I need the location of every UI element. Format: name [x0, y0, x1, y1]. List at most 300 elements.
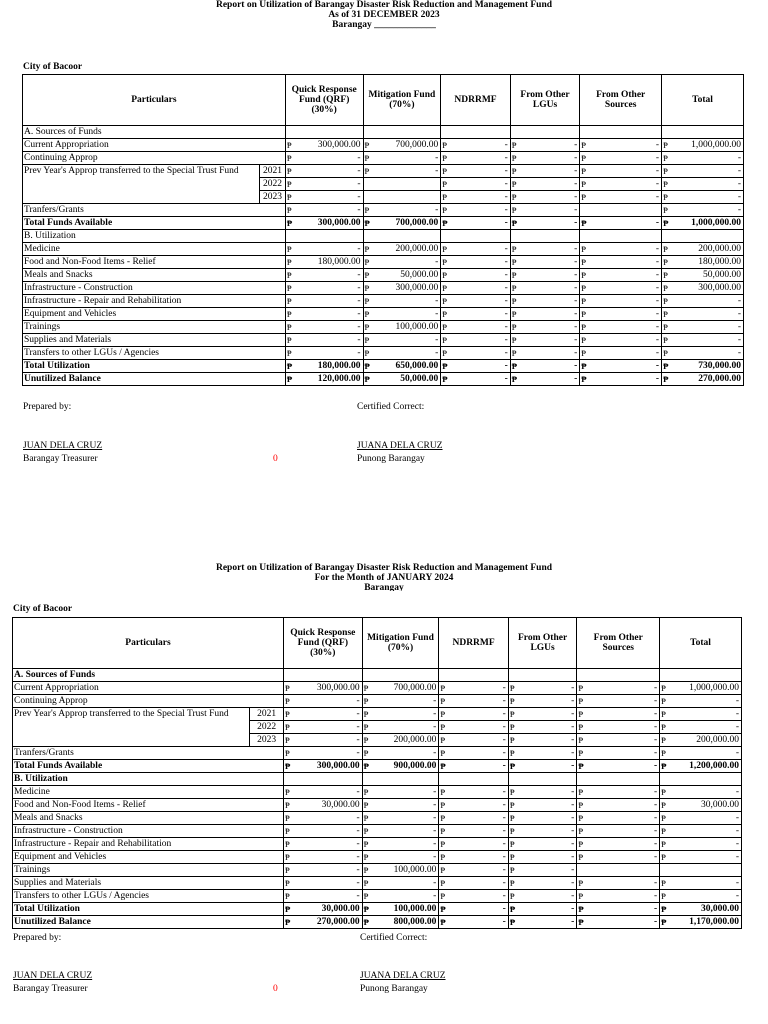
amount-cell: -	[449, 708, 508, 721]
amount-cell: 180,000.00	[296, 360, 363, 373]
peso-sign: ₱	[580, 282, 590, 295]
peso-cell	[362, 773, 372, 786]
peso-sign: ₱	[439, 916, 449, 929]
amount-cell: 50,000.00	[373, 269, 441, 282]
amount-cell	[587, 864, 660, 877]
amount-cell: 1,000,000.00	[672, 217, 744, 230]
amount-cell: -	[670, 721, 742, 734]
peso-sign: ₱	[439, 721, 449, 734]
peso-sign: ₱	[439, 851, 449, 864]
peso-sign: ₱	[510, 256, 520, 269]
row-label: Infrastructure - Construction	[13, 825, 284, 838]
peso-sign: ₱	[508, 747, 518, 760]
amount-cell: 800,000.00	[372, 916, 438, 929]
peso-sign: ₱	[283, 695, 293, 708]
amount-cell: 650,000.00	[373, 360, 441, 373]
header-cell: Total	[660, 618, 742, 669]
amount-cell: -	[449, 890, 508, 903]
amount-cell: -	[590, 373, 662, 386]
peso-sign: ₱	[580, 191, 590, 204]
table-row	[23, 230, 744, 243]
peso-sign: ₱	[283, 851, 293, 864]
peso-sign: ₱	[577, 825, 587, 838]
row-label: Trainings	[23, 321, 286, 334]
amount-cell: 200,000.00	[672, 243, 744, 256]
peso-sign: ₱	[577, 903, 587, 916]
amount-cell: -	[520, 282, 579, 295]
peso-cell	[363, 126, 373, 139]
peso-sign: ₱	[508, 812, 518, 825]
peso-sign: ₱	[441, 191, 451, 204]
peso-sign: ₱	[439, 838, 449, 851]
peso-sign: ₱	[580, 295, 590, 308]
peso-sign: ₱	[577, 708, 587, 721]
amount-cell	[449, 773, 508, 786]
report-table-1	[22, 74, 744, 386]
peso-sign: ₱	[577, 799, 587, 812]
peso-sign: ₱	[660, 786, 670, 799]
peso-sign: ₱	[285, 321, 295, 334]
amount-cell: -	[449, 799, 508, 812]
row-label	[13, 734, 250, 747]
amount-cell: -	[451, 152, 510, 165]
year-cell: 2023	[260, 191, 286, 204]
amount-cell: -	[373, 334, 441, 347]
amount-cell: -	[449, 734, 508, 747]
amount-cell: 30,000.00	[670, 903, 742, 916]
amount-cell: 1,000,000.00	[670, 682, 742, 695]
amount-cell: -	[670, 877, 742, 890]
amount-cell: -	[372, 825, 438, 838]
peso-sign: ₱	[283, 812, 293, 825]
amount-cell: -	[520, 256, 579, 269]
row-label: Current Appropriation	[23, 139, 286, 152]
peso-sign: ₱	[662, 295, 672, 308]
amount-cell: -	[294, 864, 362, 877]
peso-sign: ₱	[285, 139, 295, 152]
amount-cell: -	[587, 812, 660, 825]
row-label: Transfers to other LGUs / Agencies	[13, 890, 284, 903]
peso-sign: ₱	[363, 308, 373, 321]
peso-sign: ₱	[508, 760, 518, 773]
header-cell: From Other Sources	[580, 75, 662, 126]
report-title-1	[0, 0, 768, 30]
amount-cell: -	[590, 191, 662, 204]
amount-cell: -	[587, 890, 660, 903]
year-cell: 2021	[250, 708, 284, 721]
amount-cell: -	[449, 864, 508, 877]
table-row	[23, 334, 744, 347]
row-label: Infrastructure - Repair and Rehabilitation	[23, 295, 286, 308]
peso-sign: ₱	[662, 282, 672, 295]
row-label: Equipment and Vehicles	[13, 851, 284, 864]
peso-sign: ₱	[363, 334, 373, 347]
table-row	[13, 747, 742, 760]
amount-cell: 1,200,000.00	[670, 760, 742, 773]
peso-sign: ₱	[441, 295, 451, 308]
peso-cell	[577, 669, 587, 682]
peso-sign: ₱	[441, 204, 451, 217]
row-label: Equipment and Vehicles	[23, 308, 286, 321]
amount-cell: -	[294, 838, 362, 851]
peso-sign: ₱	[362, 851, 372, 864]
amount-cell: -	[520, 152, 579, 165]
peso-sign: ₱	[362, 786, 372, 799]
peso-sign: ₱	[580, 256, 590, 269]
amount-cell: -	[520, 308, 579, 321]
amount-cell: 270,000.00	[294, 916, 362, 929]
row-label: B. Utilization	[23, 230, 286, 243]
amount-cell: -	[451, 308, 510, 321]
table-row	[23, 126, 744, 139]
header-cell: From Other LGUs	[508, 618, 576, 669]
table-row	[23, 243, 744, 256]
amount-cell: -	[519, 682, 577, 695]
peso-cell	[577, 773, 587, 786]
peso-sign: ₱	[508, 916, 518, 929]
peso-sign: ₱	[508, 799, 518, 812]
amount-cell: -	[590, 334, 662, 347]
peso-sign: ₱	[283, 838, 293, 851]
peso-cell	[508, 669, 518, 682]
peso-sign: ₱	[660, 695, 670, 708]
peso-sign: ₱	[439, 695, 449, 708]
amount-cell: 270,000.00	[672, 373, 744, 386]
table-row	[13, 851, 742, 864]
amount-cell: -	[451, 334, 510, 347]
row-label	[23, 191, 260, 204]
peso-sign: ₱	[285, 373, 295, 386]
amount-cell: -	[372, 851, 438, 864]
amount-cell: -	[296, 243, 363, 256]
peso-sign: ₱	[362, 734, 372, 747]
peso-cell	[439, 669, 449, 682]
amount-cell: -	[294, 890, 362, 903]
peso-sign: ₱	[577, 877, 587, 890]
amount-cell: -	[294, 708, 362, 721]
prepared-by-label: Prepared by:	[23, 402, 72, 412]
peso-sign: ₱	[441, 165, 451, 178]
amount-cell: 30,000.00	[670, 799, 742, 812]
header-cell: Mitigation Fund (70%)	[363, 75, 441, 126]
row-label: Unutilized Balance	[13, 916, 284, 929]
amount-cell: -	[587, 734, 660, 747]
peso-sign: ₱	[662, 165, 672, 178]
peso-sign: ₱	[660, 708, 670, 721]
peso-cell	[660, 773, 670, 786]
amount-cell: -	[372, 695, 438, 708]
peso-sign: ₱	[662, 334, 672, 347]
peso-sign: ₱	[283, 760, 293, 773]
row-label: B. Utilization	[13, 773, 284, 786]
amount-cell: -	[296, 204, 363, 217]
peso-sign: ₱	[283, 916, 293, 929]
peso-cell	[580, 230, 590, 243]
row-label: Unutilized Balance	[23, 373, 286, 386]
peso-sign: ₱	[439, 747, 449, 760]
amount-cell: -	[294, 734, 362, 747]
amount-cell: -	[587, 916, 660, 929]
peso-sign: ₱	[285, 191, 295, 204]
table-row	[23, 360, 744, 373]
row-label: Supplies and Materials	[13, 877, 284, 890]
peso-sign: ₱	[577, 682, 587, 695]
amount-cell: -	[520, 269, 579, 282]
amount-cell: -	[590, 347, 662, 360]
peso-cell	[441, 230, 451, 243]
amount-cell: -	[449, 682, 508, 695]
amount-cell	[372, 773, 438, 786]
peso-sign: ₱	[580, 334, 590, 347]
peso-cell	[285, 126, 295, 139]
amount-cell	[587, 669, 660, 682]
amount-cell: -	[296, 308, 363, 321]
peso-cell	[660, 864, 670, 877]
table-row	[23, 256, 744, 269]
amount-cell	[373, 178, 441, 191]
amount-cell: -	[670, 890, 742, 903]
amount-cell: -	[372, 812, 438, 825]
amount-cell: -	[520, 178, 579, 191]
amount-cell: -	[519, 864, 577, 877]
table-row	[23, 347, 744, 360]
header-cell: NDRRMF	[439, 618, 509, 669]
header-cell: Particulars	[13, 618, 284, 669]
amount-cell: -	[296, 295, 363, 308]
amount-cell: -	[587, 695, 660, 708]
peso-cell	[580, 126, 590, 139]
peso-sign: ₱	[283, 864, 293, 877]
table-row	[13, 708, 742, 721]
peso-cell	[363, 191, 373, 204]
table-row	[13, 760, 742, 773]
peso-sign: ₱	[285, 165, 295, 178]
peso-sign: ₱	[363, 321, 373, 334]
peso-sign: ₱	[660, 721, 670, 734]
row-label	[13, 721, 250, 734]
row-label: Prev Year's Approp transferred to the Special Trust Fund	[13, 708, 250, 721]
amount-cell	[451, 126, 510, 139]
amount-cell: -	[520, 217, 579, 230]
amount-cell: -	[590, 308, 662, 321]
amount-cell: -	[519, 825, 577, 838]
red-zero-value: 0	[273, 454, 278, 464]
amount-cell: 50,000.00	[373, 373, 441, 386]
certifier-title: Punong Barangay	[360, 984, 428, 994]
amount-cell: -	[519, 695, 577, 708]
amount-cell: -	[451, 191, 510, 204]
amount-cell: -	[519, 851, 577, 864]
peso-sign: ₱	[580, 139, 590, 152]
peso-sign: ₱	[285, 243, 295, 256]
peso-sign: ₱	[362, 747, 372, 760]
row-label: Continuing Approp	[13, 695, 284, 708]
peso-cell	[660, 669, 670, 682]
peso-sign: ₱	[362, 708, 372, 721]
table-row	[13, 890, 742, 903]
amount-cell: -	[449, 903, 508, 916]
peso-sign: ₱	[362, 864, 372, 877]
table-row	[13, 877, 742, 890]
title-line: Report on Utilization of Barangay Disaster Risk Reduction and Management Fund	[215, 0, 553, 10]
header-cell: Particulars	[23, 75, 286, 126]
peso-sign: ₱	[441, 334, 451, 347]
peso-sign: ₱	[363, 204, 373, 217]
amount-cell: 300,000.00	[296, 217, 363, 230]
table-row	[23, 191, 744, 204]
amount-cell: 100,000.00	[372, 864, 438, 877]
amount-cell: -	[587, 682, 660, 695]
table-row	[23, 217, 744, 230]
row-label: Meals and Snacks	[13, 812, 284, 825]
peso-sign: ₱	[660, 916, 670, 929]
amount-cell: -	[373, 165, 441, 178]
amount-cell: 1,170,000.00	[670, 916, 742, 929]
amount-cell: 100,000.00	[373, 321, 441, 334]
peso-sign: ₱	[660, 838, 670, 851]
peso-sign: ₱	[660, 890, 670, 903]
amount-cell: -	[670, 851, 742, 864]
peso-sign: ₱	[577, 786, 587, 799]
header-cell: From Other LGUs	[510, 75, 580, 126]
amount-cell	[670, 669, 742, 682]
certified-correct-label: Certified Correct:	[357, 402, 425, 412]
amount-cell: 120,000.00	[296, 373, 363, 386]
amount-cell	[451, 230, 510, 243]
peso-sign: ₱	[508, 721, 518, 734]
row-label: Medicine	[23, 243, 286, 256]
amount-cell: -	[296, 191, 363, 204]
peso-sign: ₱	[439, 760, 449, 773]
peso-sign: ₱	[363, 243, 373, 256]
amount-cell: -	[372, 747, 438, 760]
prepared-by-label: Prepared by:	[13, 933, 62, 943]
amount-cell: -	[519, 903, 577, 916]
table-row	[13, 799, 742, 812]
peso-sign: ₱	[508, 695, 518, 708]
title-line: Barangay _____________	[332, 20, 436, 30]
title-line: As of 31 DECEMBER 2023	[328, 10, 440, 20]
peso-sign: ₱	[580, 360, 590, 373]
peso-sign: ₱	[439, 734, 449, 747]
peso-sign: ₱	[363, 373, 373, 386]
amount-cell: -	[296, 269, 363, 282]
peso-sign: ₱	[510, 178, 520, 191]
peso-sign: ₱	[580, 269, 590, 282]
preparer-name: JUAN DELA CRUZ	[13, 971, 93, 981]
amount-cell: -	[373, 152, 441, 165]
peso-sign: ₱	[510, 308, 520, 321]
amount-cell: -	[519, 747, 577, 760]
amount-cell: -	[294, 877, 362, 890]
peso-sign: ₱	[580, 178, 590, 191]
amount-cell: -	[587, 760, 660, 773]
peso-sign: ₱	[510, 152, 520, 165]
amount-cell: -	[590, 217, 662, 230]
peso-sign: ₱	[577, 760, 587, 773]
peso-sign: ₱	[441, 217, 451, 230]
amount-cell: -	[519, 734, 577, 747]
amount-cell: -	[373, 256, 441, 269]
amount-cell: 30,000.00	[294, 903, 362, 916]
peso-sign: ₱	[662, 178, 672, 191]
year-cell: 2022	[250, 721, 284, 734]
peso-sign: ₱	[660, 851, 670, 864]
amount-cell: -	[587, 747, 660, 760]
table-row	[23, 204, 744, 217]
amount-cell: -	[294, 825, 362, 838]
peso-sign: ₱	[362, 838, 372, 851]
amount-cell: -	[520, 347, 579, 360]
amount-cell: -	[670, 695, 742, 708]
peso-sign: ₱	[577, 695, 587, 708]
peso-sign: ₱	[660, 747, 670, 760]
peso-sign: ₱	[285, 334, 295, 347]
amount-cell: -	[451, 165, 510, 178]
amount-cell: -	[372, 708, 438, 721]
header-cell: NDRRMF	[441, 75, 511, 126]
peso-sign: ₱	[283, 799, 293, 812]
header-cell: From Other Sources	[577, 618, 660, 669]
peso-sign: ₱	[660, 903, 670, 916]
peso-sign: ₱	[441, 347, 451, 360]
row-label: Transfers to other LGUs / Agencies	[23, 347, 286, 360]
amount-cell: 300,000.00	[296, 139, 363, 152]
peso-sign: ₱	[283, 903, 293, 916]
peso-cell	[510, 126, 520, 139]
amount-cell: -	[372, 799, 438, 812]
amount-cell	[373, 126, 441, 139]
amount-cell: -	[590, 295, 662, 308]
certified-correct-label: Certified Correct:	[360, 933, 428, 943]
peso-cell	[441, 126, 451, 139]
peso-cell	[577, 864, 587, 877]
title-line: For the Month of JANUARY 2024	[314, 573, 454, 583]
peso-sign: ₱	[439, 890, 449, 903]
amount-cell: -	[520, 334, 579, 347]
peso-cell	[662, 126, 672, 139]
peso-sign: ₱	[577, 838, 587, 851]
peso-sign: ₱	[508, 877, 518, 890]
certifier-name: JUANA DELA CRUZ	[357, 441, 443, 451]
amount-cell: -	[520, 165, 579, 178]
peso-sign: ₱	[283, 786, 293, 799]
peso-sign: ₱	[508, 864, 518, 877]
amount-cell: -	[590, 178, 662, 191]
amount-cell: 30,000.00	[294, 799, 362, 812]
amount-cell: -	[373, 308, 441, 321]
peso-sign: ₱	[580, 165, 590, 178]
amount-cell: 100,000.00	[372, 903, 438, 916]
amount-cell: -	[296, 282, 363, 295]
peso-sign: ₱	[580, 321, 590, 334]
row-label: Medicine	[13, 786, 284, 799]
peso-sign: ₱	[363, 217, 373, 230]
amount-cell: -	[672, 191, 744, 204]
peso-sign: ₱	[441, 308, 451, 321]
peso-sign: ₱	[441, 269, 451, 282]
amount-cell: -	[296, 152, 363, 165]
amount-cell: -	[449, 916, 508, 929]
peso-sign: ₱	[362, 890, 372, 903]
amount-cell: -	[519, 838, 577, 851]
peso-sign: ₱	[508, 838, 518, 851]
amount-cell	[373, 230, 441, 243]
amount-cell: -	[519, 812, 577, 825]
amount-cell: -	[672, 204, 744, 217]
amount-cell: -	[670, 747, 742, 760]
row-label: Continuing Approp	[23, 152, 286, 165]
